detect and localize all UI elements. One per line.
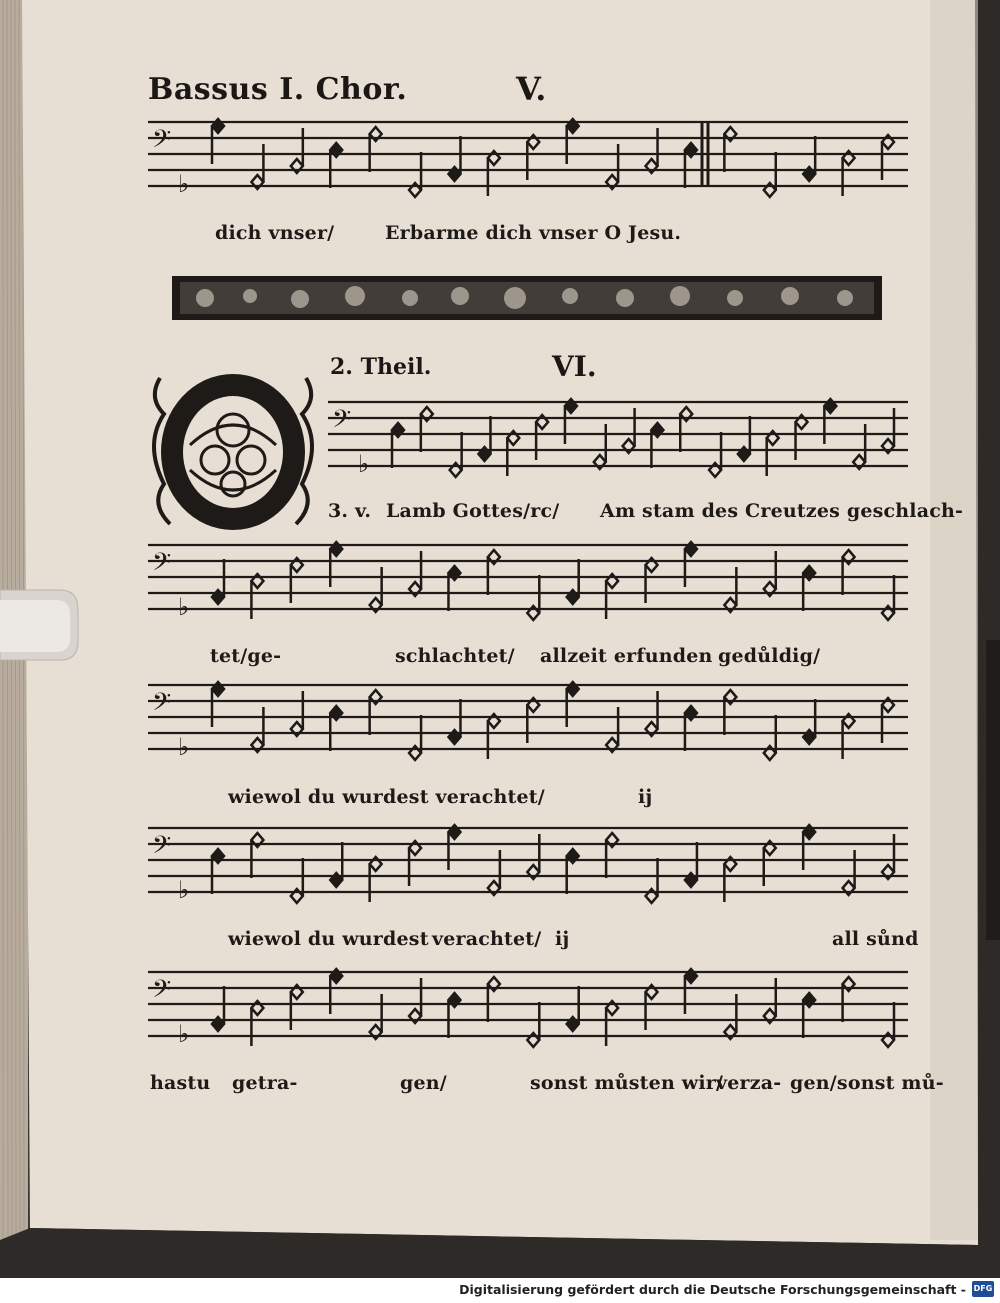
lyric-line4b: ij <box>638 786 653 808</box>
part-label: 2. Theil. <box>330 354 432 380</box>
flat-icon: ♭ <box>178 593 190 621</box>
ornament-band <box>172 276 882 320</box>
lyric-line6a: hastu <box>150 1072 211 1094</box>
lyric-line4a: wiewol du wurdest verachtet/ <box>228 786 545 808</box>
lyric-line3d: gedůldig/ <box>718 645 821 667</box>
dfg-logo-icon: DFG <box>972 1281 994 1297</box>
flat-icon: ♭ <box>358 450 370 478</box>
bass-clef-icon: 𝄢 <box>152 688 172 723</box>
lyric-line6d: sonst můsten wir/ <box>530 1072 724 1094</box>
bass-clef-icon: 𝄢 <box>152 975 172 1010</box>
lyric-line6b: getra- <box>232 1072 298 1094</box>
bass-clef-icon: 𝄢 <box>152 548 172 583</box>
lyric-line1b: Erbarme dich vnser O Jesu. <box>385 222 682 244</box>
flat-icon: ♭ <box>178 876 190 904</box>
gutter-shade <box>930 0 978 1240</box>
lyric-line5a: wiewol du wurdest <box>228 928 429 950</box>
lyric-line5b: verachtet/ <box>432 928 542 950</box>
lyric-line1a: dich vnser/ <box>215 222 335 244</box>
flat-icon: ♭ <box>178 170 190 198</box>
bass-clef-icon: 𝄢 <box>332 405 352 440</box>
section-number-vi: VI. <box>552 350 597 383</box>
decorated-initial-o <box>150 372 316 530</box>
lyric-line5d: all sůnd <box>832 928 919 950</box>
flat-icon: ♭ <box>178 733 190 761</box>
lyric-line2b: Lamb Gottes/rc/ <box>386 500 560 522</box>
page-clip-highlight <box>0 600 70 652</box>
bass-clef-icon: 𝄢 <box>152 831 172 866</box>
lyric-line2a: 3. v. <box>328 500 372 522</box>
lyric-line3a: tet/ge- <box>210 645 282 667</box>
lyric-line6f: gen/sonst mů- <box>790 1072 944 1094</box>
lyric-line3b: schlachtet/ <box>395 645 515 667</box>
footer-credit: Digitalisierung gefördert durch die Deutsche Forschungsgemeinschaft - <box>459 1282 966 1297</box>
lyric-line6e: verza- <box>716 1072 782 1094</box>
lyric-line2c: Am stam des Creutzes geschlach- <box>600 500 964 522</box>
flat-icon: ♭ <box>178 1020 190 1048</box>
section-number-v: V. <box>516 70 547 108</box>
lyric-line6c: gen/ <box>400 1072 447 1094</box>
voice-heading: Bassus I. Chor. <box>148 72 408 107</box>
lyric-line5c: ij <box>555 928 570 950</box>
right-binding <box>986 640 1000 940</box>
bass-clef-icon: 𝄢 <box>152 125 172 160</box>
lyric-line3c: allzeit erfunden <box>540 645 713 667</box>
right-gutter <box>978 0 1000 1278</box>
